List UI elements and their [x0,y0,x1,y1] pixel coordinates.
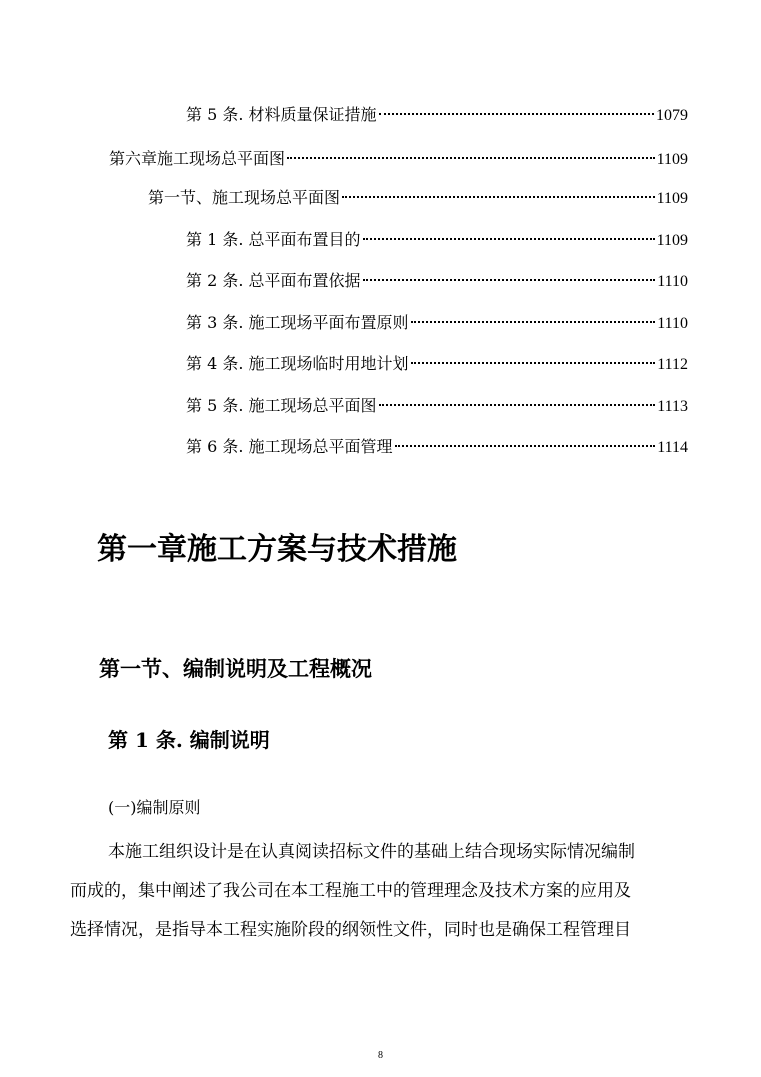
toc-leader-dots [395,430,656,452]
toc-leader-dots [363,264,656,286]
toc-leader-dots [379,98,654,120]
toc-entry-page: 1110 [657,273,688,290]
subheading: (一)编制原则 [108,798,201,817]
paragraph-line: 本施工组织设计是在认真阅读招标文件的基础上结合现场实际情况编制 [108,842,635,862]
toc-entry-page: 1114 [657,439,688,456]
toc-entry-title: 第 3 条. 施工现场平面布置原则 [186,313,409,332]
toc-entry-page: 1109 [656,232,688,249]
paragraph-line: 选择情况，是指导本工程实施阶段的纲领性文件，同时也是确保工程管理目 [70,920,631,940]
toc-entry[interactable] [186,389,688,418]
toc-entry[interactable] [186,98,688,127]
section-heading: 第一节、编制说明及工程概况 [99,656,372,681]
toc-entry-page: 1110 [657,315,688,332]
paragraph-line: 而成的，集中阐述了我公司在本工程施工中的管理理念及技术方案的应用及 [70,881,631,901]
toc-entry[interactable] [186,430,688,459]
toc-entry-page: 1109 [656,151,688,168]
toc-leader-dots [287,142,655,164]
toc-entry-title: 第 1 条. 总平面布置目的 [186,230,361,249]
toc-entry-title: 第 5 条. 材料质量保证措施 [186,105,377,124]
toc-entry-title: 第 4 条. 施工现场临时用地计划 [186,354,409,373]
toc-entry-title: 第 2 条. 总平面布置依据 [186,271,361,290]
toc-leader-dots [411,347,656,369]
toc-entry[interactable] [186,264,688,293]
toc-entry-page: 1113 [657,398,688,415]
toc-entry[interactable] [186,306,688,335]
toc-entry-page: 1109 [656,190,688,207]
toc-leader-dots [411,306,656,328]
toc-entry[interactable] [186,347,688,376]
body-paragraph [70,833,692,950]
toc-leader-dots [342,181,655,203]
toc-entry-title: 第 6 条. 施工现场总平面管理 [186,437,393,456]
toc-entry-page: 1079 [656,107,688,124]
toc-entry[interactable] [109,142,688,171]
toc-leader-dots [379,389,656,411]
toc-entry-title: 第六章施工现场总平面图 [109,149,286,168]
page-number: 8 [378,1050,383,1061]
toc-leader-dots [363,223,655,245]
chapter-heading: 第一章施工方案与技术措施 [97,532,457,567]
toc-entry[interactable] [186,223,688,252]
article-heading: 第 1 条. 编制说明 [108,728,270,752]
toc-entry-title: 第 5 条. 施工现场总平面图 [186,396,377,415]
toc-entry-page: 1112 [657,356,688,373]
toc-entry[interactable] [148,181,688,210]
toc-entry-title: 第一节、施工现场总平面图 [148,188,341,207]
